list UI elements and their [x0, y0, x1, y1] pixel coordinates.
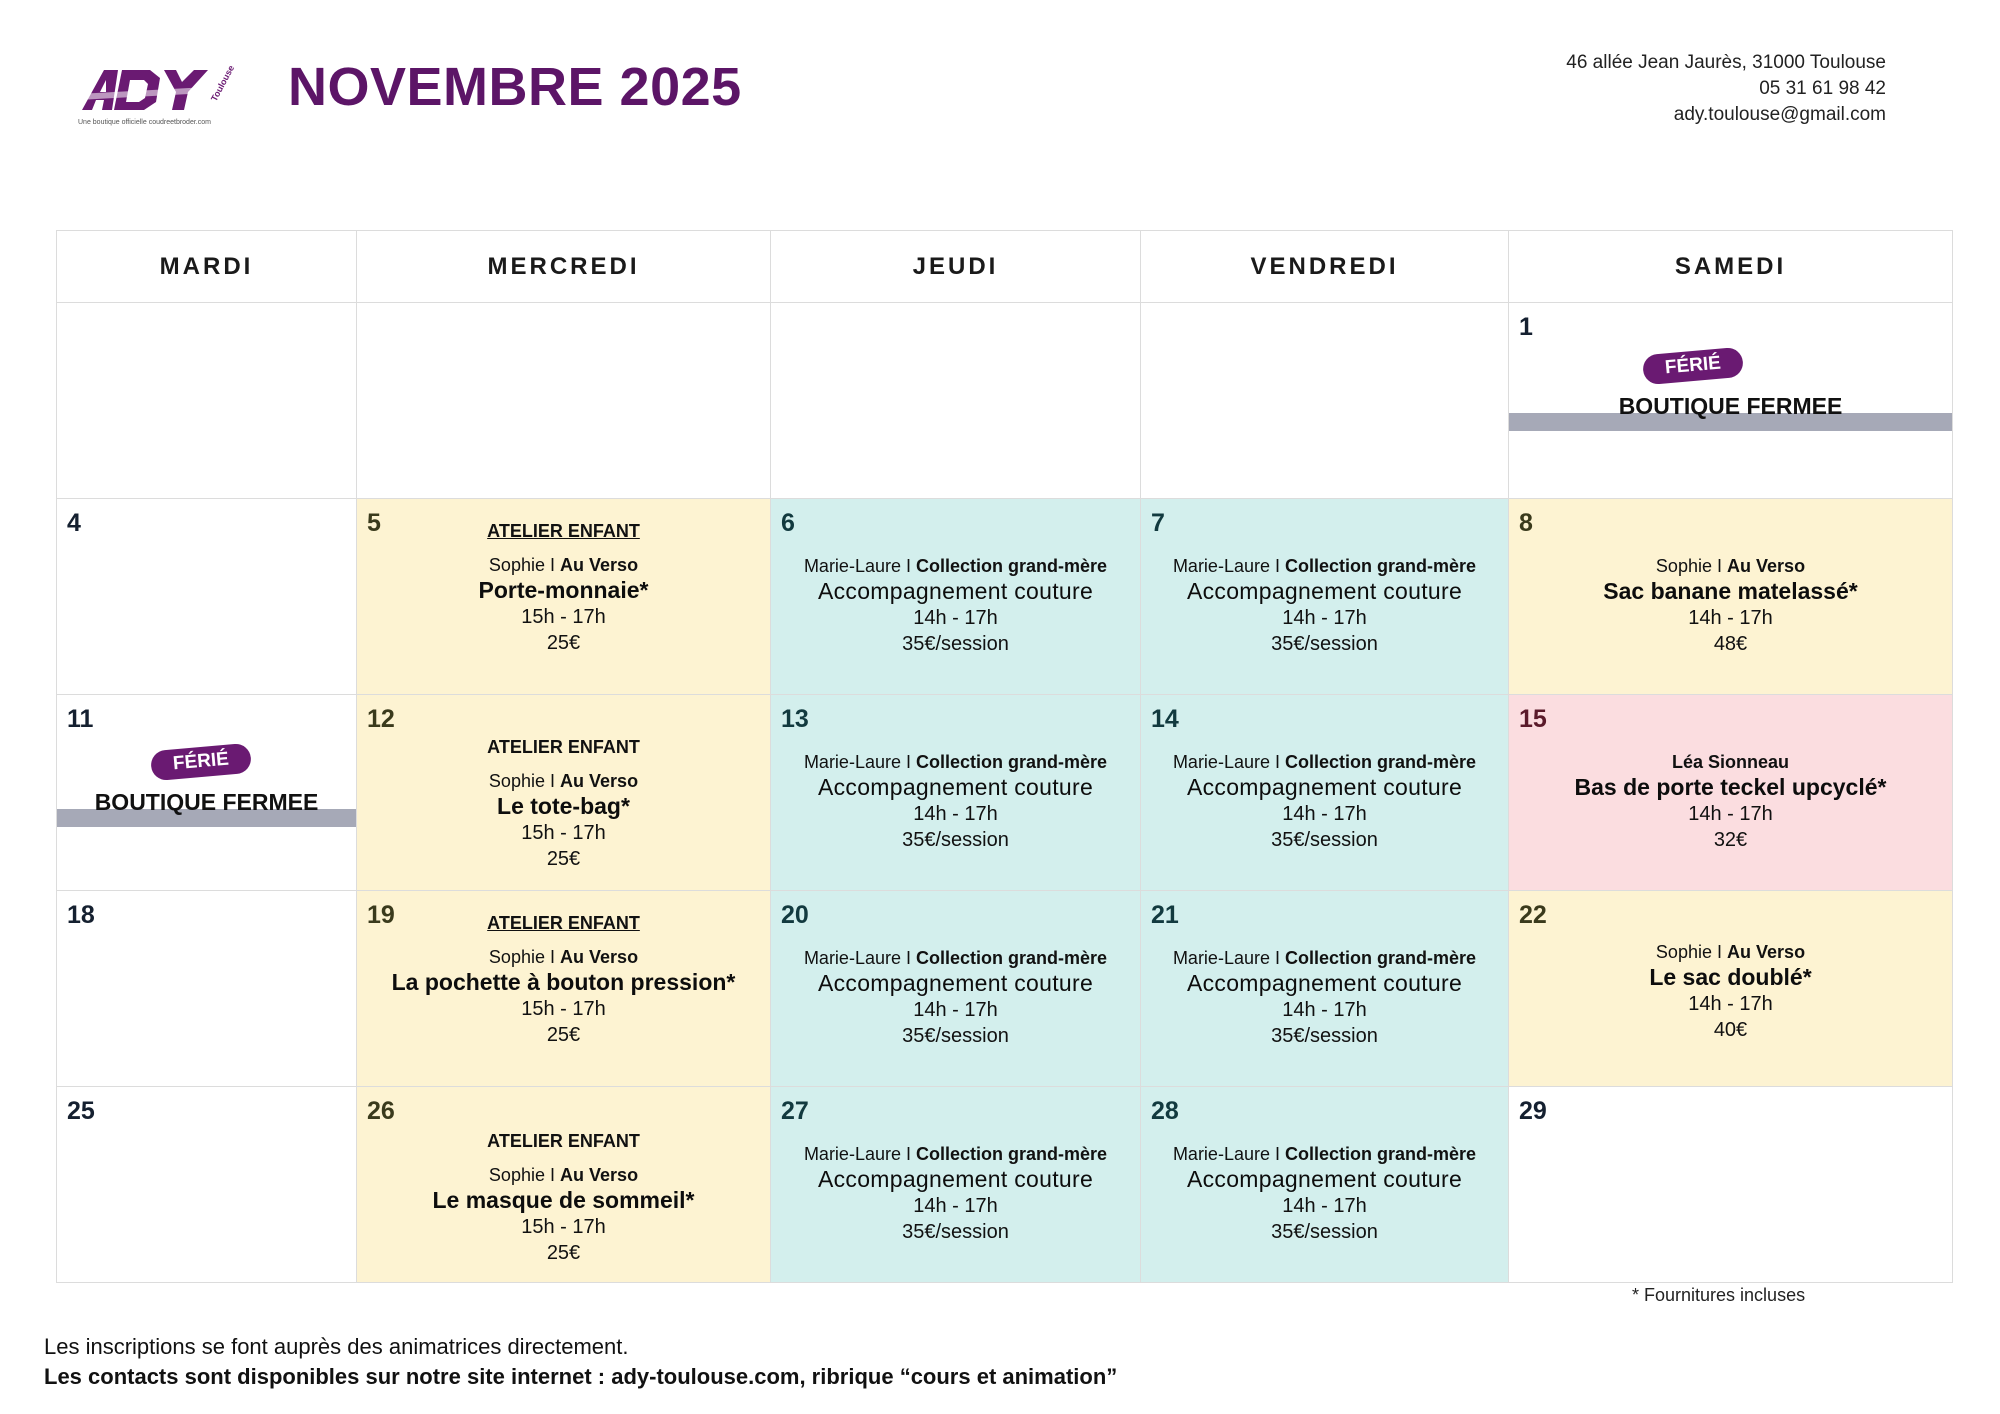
brand-logo: [76, 64, 242, 128]
event-price: 40€: [1713, 1019, 1748, 1041]
event-host: Marie-Laure I Collection grand-mère: [803, 1144, 1108, 1164]
event-host: Sophie I Au Verso: [1655, 556, 1806, 576]
event-title: Accompagnement couture: [817, 774, 1094, 800]
weekday-vendredi: VENDREDI: [1141, 231, 1509, 303]
event-title: Le sac doublé*: [1649, 964, 1812, 990]
event-price: 25€: [546, 1242, 581, 1264]
week-row: [57, 891, 1953, 1087]
event-title: Le masque de sommeil*: [432, 1187, 695, 1213]
day-number: 12: [367, 705, 395, 733]
event: [771, 947, 1140, 1049]
week-row: [57, 695, 1953, 891]
weekday-header-row: [57, 231, 1953, 303]
event-price: 35€/session: [1271, 829, 1378, 851]
event-title: Accompagnement couture: [817, 578, 1094, 604]
day-number: 14: [1151, 705, 1179, 733]
day-cell-20: [771, 891, 1141, 1087]
event-host: Sophie I Au Verso: [488, 1165, 639, 1185]
event: [357, 913, 770, 1048]
atelier-enfant-tag: ATELIER ENFANT: [487, 521, 640, 541]
atelier-enfant-tag: ATELIER ENFANT: [487, 913, 640, 933]
day-number: 15: [1519, 705, 1547, 733]
address: 46 allée Jean Jaurès, 31000 Toulouse: [1566, 52, 1886, 73]
footnote: * Fournitures incluses: [1632, 1285, 1806, 1305]
day-cell-14: [1141, 695, 1509, 891]
event-time: 14h - 17h: [913, 607, 998, 629]
closed-label: BOUTIQUE FERMEE: [94, 789, 319, 815]
week-row: [57, 1087, 1953, 1283]
event-price: 35€/session: [902, 1221, 1009, 1243]
event-price: 35€/session: [1271, 1025, 1378, 1047]
event: [1141, 947, 1508, 1049]
day-cell-6: [771, 499, 1141, 695]
event-host: Marie-Laure I Collection grand-mère: [803, 948, 1108, 968]
week-row: [57, 303, 1953, 499]
event-time: 14h - 17h: [1688, 607, 1773, 629]
day-cell-26: [357, 1087, 771, 1283]
event-price: 35€/session: [902, 633, 1009, 655]
footer-line-1: Les inscriptions se font auprès des animatrices directement.: [44, 1334, 629, 1359]
event-host: Sophie I Au Verso: [488, 771, 639, 791]
day-cell-1: [1509, 303, 1953, 499]
day-cell-7: [1141, 499, 1509, 695]
event: [1509, 555, 1952, 657]
day-cell-5: [357, 499, 771, 695]
event: [771, 751, 1140, 853]
event-title: Accompagnement couture: [1186, 578, 1463, 604]
day-cell-8: [1509, 499, 1953, 695]
event-time: 14h - 17h: [1282, 999, 1367, 1021]
day-cell-18: [57, 891, 357, 1087]
day-cell-28: [1141, 1087, 1509, 1283]
logo-sub: Toulouse: [208, 64, 237, 103]
day-number: 8: [1519, 509, 1533, 537]
day-cell-11: [57, 695, 357, 891]
day-number: 26: [367, 1097, 395, 1125]
event-time: 15h - 17h: [521, 606, 606, 628]
event-price: 35€/session: [902, 1025, 1009, 1047]
event: [1509, 751, 1952, 853]
calendar-grid: [56, 230, 1953, 1283]
day-cell-19: [357, 891, 771, 1087]
event-host: Sophie I Au Verso: [488, 947, 639, 967]
event-title: Sac banane matelassé*: [1603, 578, 1858, 604]
day-number: 4: [67, 509, 81, 537]
day-number: 29: [1519, 1097, 1547, 1125]
event-title: Bas de porte teckel upcyclé*: [1574, 774, 1887, 800]
page-title: NOVEMBRE 2025: [288, 57, 742, 117]
event: [1141, 1143, 1508, 1245]
day-cell-25: [57, 1087, 357, 1283]
day-number: 1: [1519, 313, 1533, 341]
weekday-mardi: MARDI: [57, 231, 357, 303]
email: ady.toulouse@gmail.com: [1673, 104, 1886, 125]
event: [771, 555, 1140, 657]
day-number: 20: [781, 901, 809, 929]
empty-cell: [57, 303, 357, 499]
day-number: 13: [781, 705, 809, 733]
event-host: Marie-Laure I Collection grand-mère: [1172, 948, 1477, 968]
event-price: 32€: [1713, 829, 1748, 851]
event-host: Marie-Laure I Collection grand-mère: [1172, 556, 1477, 576]
event: [357, 521, 770, 656]
event-price: 25€: [546, 632, 581, 654]
closed-label: BOUTIQUE FERMEE: [1618, 393, 1843, 419]
event-title: Accompagnement couture: [1186, 774, 1463, 800]
ady-logo-icon: [76, 64, 242, 128]
day-cell-15: [1509, 695, 1953, 891]
day-number: 6: [781, 509, 795, 537]
event: [357, 737, 770, 872]
event-host: Marie-Laure I Collection grand-mère: [1172, 1144, 1477, 1164]
event-host: Marie-Laure I Collection grand-mère: [1172, 752, 1477, 772]
event-price: 35€/session: [902, 829, 1009, 851]
day-number: 5: [367, 509, 381, 537]
event-host: Sophie I Au Verso: [488, 555, 639, 575]
event: [1141, 555, 1508, 657]
weekday-mercredi: MERCREDI: [357, 231, 771, 303]
event-price: 25€: [546, 1024, 581, 1046]
day-number: 11: [67, 705, 94, 733]
day-cell-21: [1141, 891, 1509, 1087]
event-price: 25€: [546, 848, 581, 870]
ferie-badge: FÉRIÉ: [1642, 347, 1744, 386]
event: [357, 1131, 770, 1266]
weekday-jeudi: JEUDI: [771, 231, 1141, 303]
event-title: Porte-monnaie*: [478, 577, 649, 603]
day-cell-12: [357, 695, 771, 891]
day-cell-29: [1509, 1087, 1953, 1283]
event-time: 15h - 17h: [521, 1216, 606, 1238]
day-number: 28: [1151, 1097, 1179, 1125]
event-time: 14h - 17h: [1282, 607, 1367, 629]
day-number: 18: [67, 901, 95, 929]
event-host: Léa Sionneau: [1671, 752, 1790, 772]
day-number: 19: [367, 901, 395, 929]
event-time: 14h - 17h: [1688, 993, 1773, 1015]
event-price: 35€/session: [1271, 633, 1378, 655]
contact-block: [1566, 50, 1886, 128]
event-time: 14h - 17h: [1688, 803, 1773, 825]
closed-banner: [1509, 351, 1952, 431]
day-number: 25: [67, 1097, 95, 1125]
day-cell-22: [1509, 891, 1953, 1087]
atelier-enfant-tag: ATELIER ENFANT: [487, 1131, 640, 1151]
event: [1141, 751, 1508, 853]
ferie-badge: FÉRIÉ: [150, 743, 252, 782]
event-price: 35€/session: [1271, 1221, 1378, 1243]
day-cell-4: [57, 499, 357, 695]
event-host: Marie-Laure I Collection grand-mère: [803, 556, 1108, 576]
event-title: Le tote-bag*: [497, 793, 630, 819]
logo-tagline: Une boutique officielle coudreetbroder.com: [78, 119, 211, 126]
event-price: 48€: [1713, 633, 1748, 655]
event-host: Sophie I Au Verso: [1655, 942, 1806, 962]
day-number: 27: [781, 1097, 809, 1125]
event: [771, 1143, 1140, 1245]
day-number: 21: [1151, 901, 1179, 929]
footer-line-2: Les contacts sont disponibles sur notre site internet : ady-toulouse.com, ribrique “cours et animation”: [44, 1364, 1118, 1389]
empty-cell: [357, 303, 771, 499]
empty-cell: [771, 303, 1141, 499]
event-title: La pochette à bouton pression*: [391, 969, 736, 995]
day-number: 7: [1151, 509, 1165, 537]
week-row: [57, 499, 1953, 695]
event-time: 14h - 17h: [1282, 1195, 1367, 1217]
day-cell-27: [771, 1087, 1141, 1283]
event-title: Accompagnement couture: [1186, 1166, 1463, 1192]
atelier-enfant-tag: ATELIER ENFANT: [487, 737, 640, 757]
phone: 05 31 61 98 42: [1759, 78, 1886, 99]
event-host: Marie-Laure I Collection grand-mère: [803, 752, 1108, 772]
event-title: Accompagnement couture: [1186, 970, 1463, 996]
event-time: 14h - 17h: [1282, 803, 1367, 825]
event: [1509, 941, 1952, 1043]
weekday-samedi: SAMEDI: [1509, 231, 1953, 303]
event-title: Accompagnement couture: [817, 1166, 1094, 1192]
event-time: 14h - 17h: [913, 803, 998, 825]
event-time: 15h - 17h: [521, 998, 606, 1020]
empty-cell: [1141, 303, 1509, 499]
event-time: 15h - 17h: [521, 822, 606, 844]
event-title: Accompagnement couture: [817, 970, 1094, 996]
day-cell-13: [771, 695, 1141, 891]
event-time: 14h - 17h: [913, 999, 998, 1021]
day-number: 22: [1519, 901, 1547, 929]
closed-banner: [57, 747, 356, 827]
event-time: 14h - 17h: [913, 1195, 998, 1217]
